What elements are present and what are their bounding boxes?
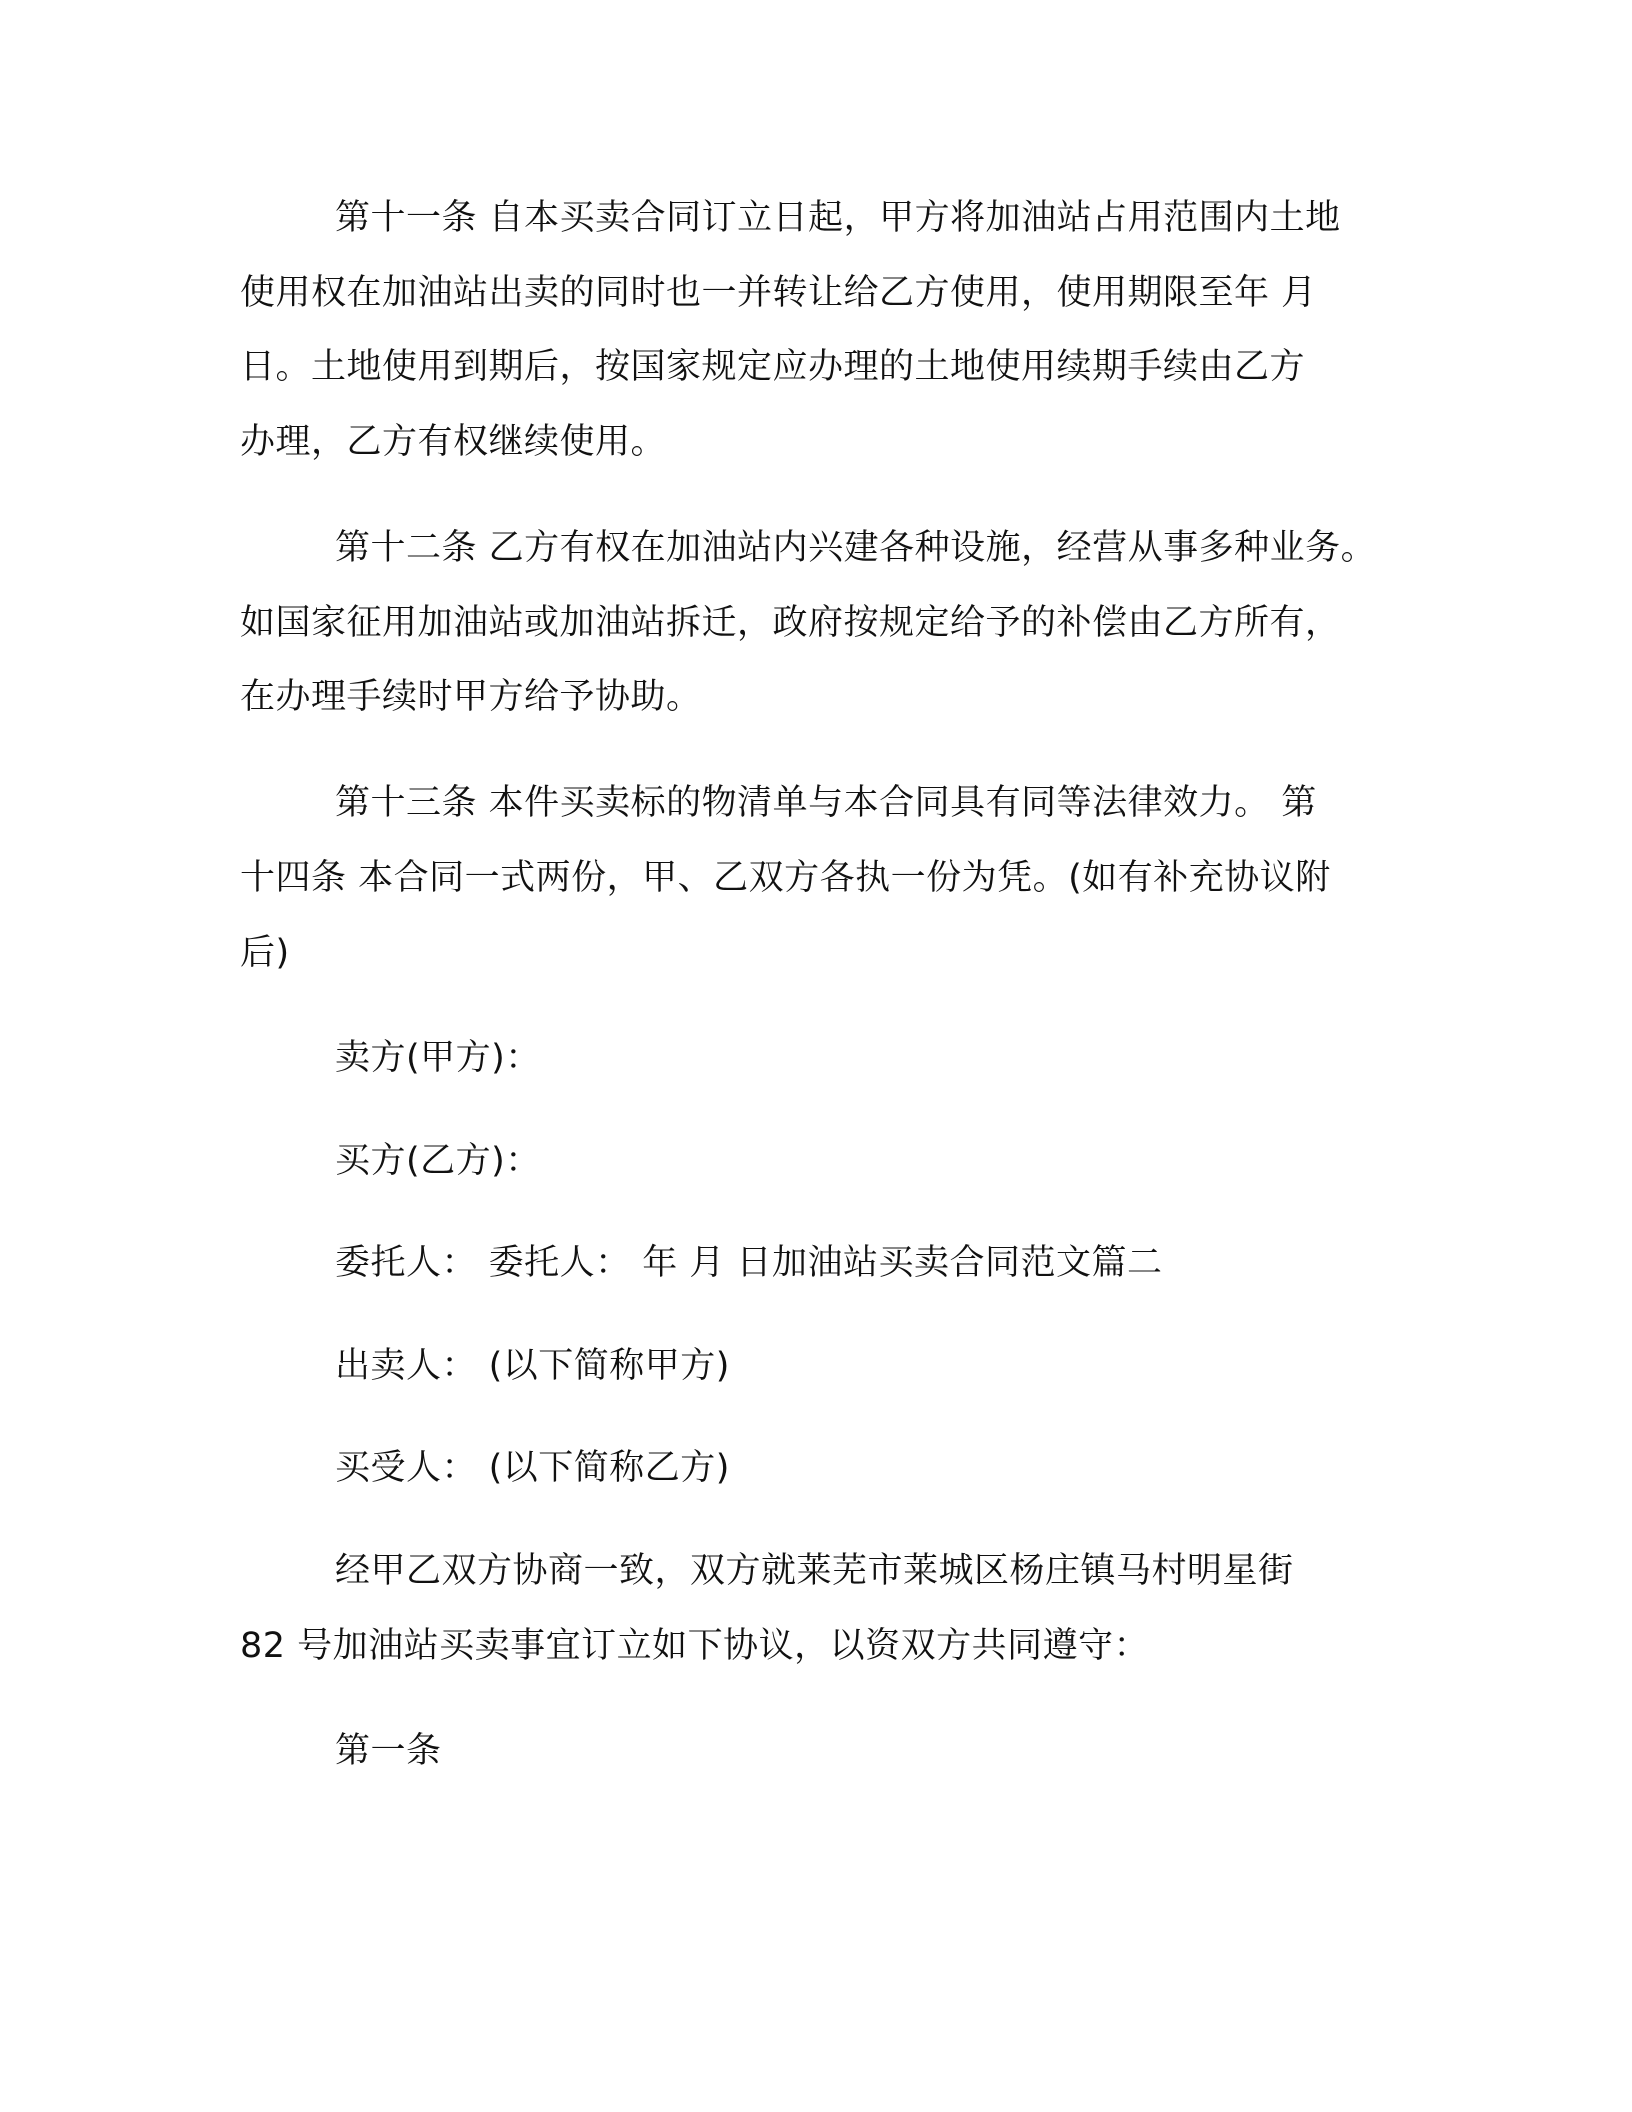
agent-and-title-line: 委托人： 委托人： 年 月 日加油站买卖合同范文篇二 — [335, 1243, 1163, 1283]
agreement-line-2: 82 号加油站买卖事宜订立如下协议，以资双方共同遵守： — [240, 1626, 1150, 1666]
article-13-line-1: 第十三条 本件买卖标的物清单与本合同具有同等法律效力。 第 — [335, 783, 1317, 823]
article-11-line-4: 办理，乙方有权继续使用。 — [240, 422, 667, 462]
article-11-line-2: 使用权在加油站出卖的同时也一并转让给乙方使用，使用期限至年 月 — [240, 273, 1317, 313]
seller-party-line: 卖方(甲方)： — [335, 1038, 541, 1078]
article-12-line-3: 在办理手续时甲方给予协助。 — [240, 677, 702, 717]
article-12-line-1: 第十二条 乙方有权在加油站内兴建各种设施，经营从事多种业务。 — [335, 528, 1377, 568]
article-11-line-1: 第十一条 自本买卖合同订立日起，甲方将加油站占用范围内土地 — [335, 198, 1341, 238]
seller-name-line: 出卖人： (以下简称甲方) — [335, 1346, 730, 1386]
buyer-name-line: 买受人： (以下简称乙方) — [335, 1448, 730, 1488]
article-12-line-2: 如国家征用加油站或加油站拆迁，政府按规定给予的补偿由乙方所有， — [240, 603, 1341, 643]
agreement-line-1: 经甲乙双方协商一致，双方就莱芜市莱城区杨庄镇马村明星街 — [335, 1551, 1294, 1591]
article-14-line-2: 后) — [240, 933, 290, 973]
article-1-heading: 第一条 — [335, 1731, 442, 1771]
buyer-party-line: 买方(乙方)： — [335, 1141, 541, 1181]
article-11-line-3: 日。土地使用到期后，按国家规定应办理的土地使用续期手续由乙方 — [240, 347, 1306, 387]
article-14-line-1: 十四条 本合同一式两份，甲、乙双方各执一份为凭。(如有补充协议附 — [240, 858, 1331, 898]
